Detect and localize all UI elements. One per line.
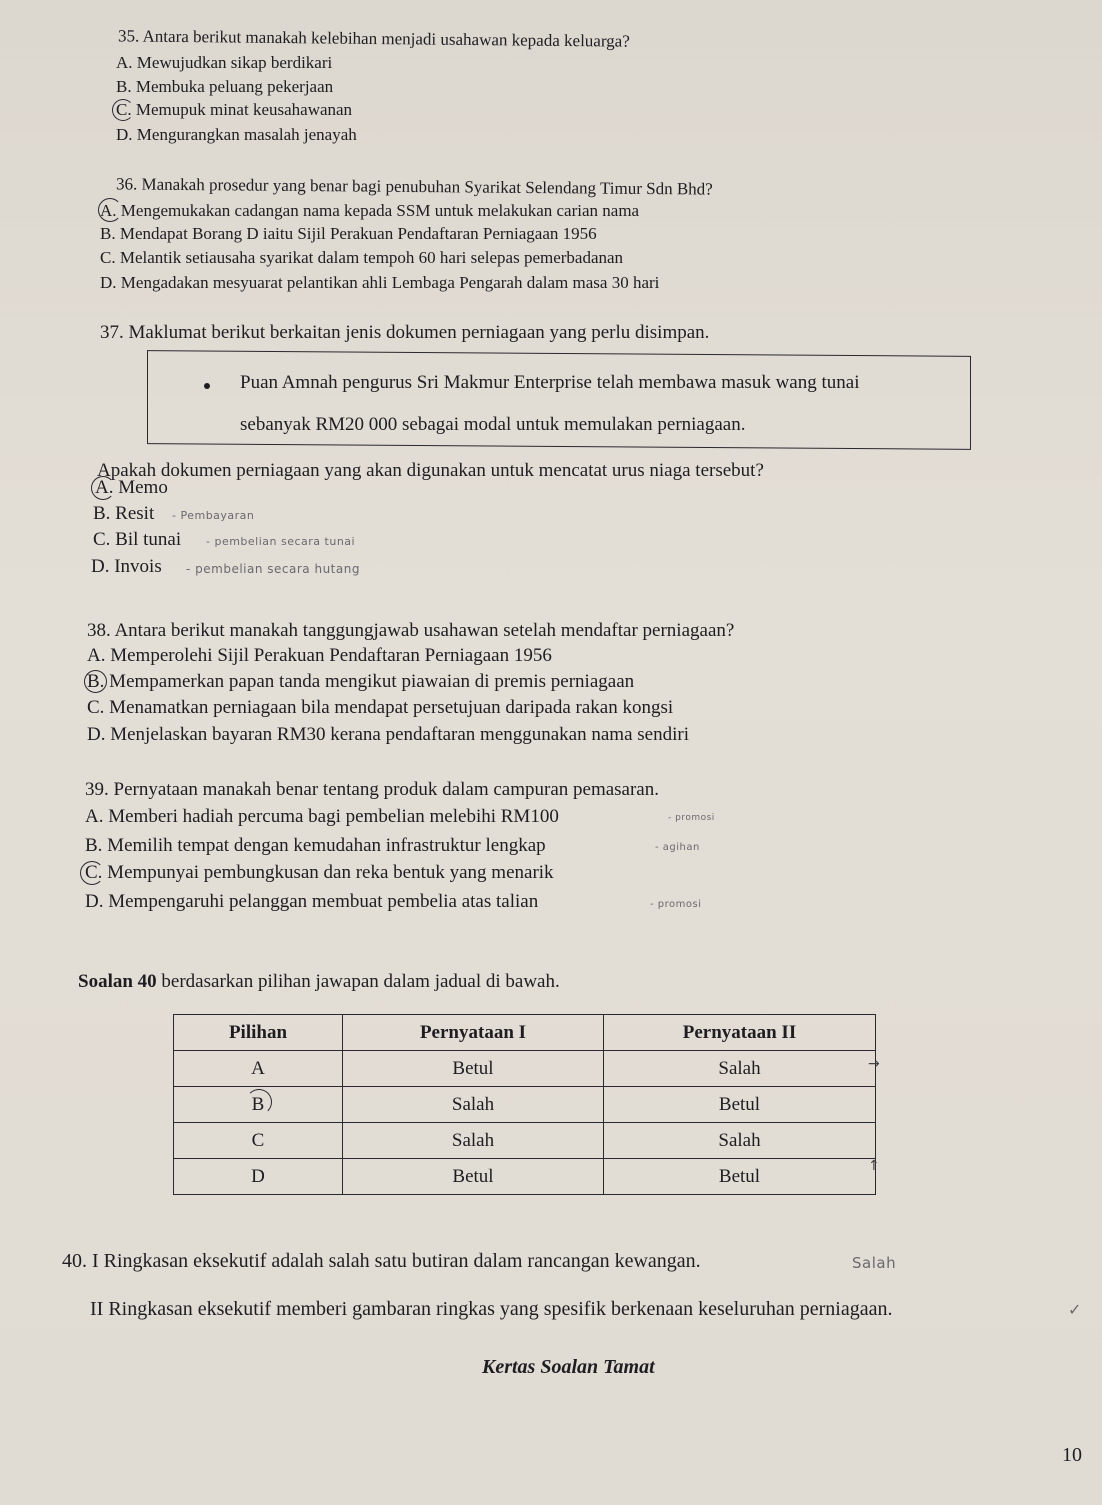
table-header-row [174, 1015, 876, 1051]
cell-pernyataan-1: Betul [343, 1051, 604, 1087]
answer-choice-table [173, 1014, 876, 1195]
q39-note-a: - promosi [668, 813, 715, 823]
q38-stem: 38. Antara berikut manakah tanggungjawab usahawan setelah mendaftar perniagaan? [87, 620, 735, 641]
hand-mark-row-a: → [868, 1056, 880, 1072]
q37-bullet [204, 383, 210, 389]
q40-note-1: Salah [852, 1254, 897, 1272]
q35-option-d: D. Mengurangkan masalah jenayah [116, 125, 357, 144]
table-row [174, 1087, 876, 1123]
q38-option-c: C. Menamatkan perniagaan bila mendapat persetujuan daripada rakan kongsi [87, 697, 674, 718]
hand-mark-row-d: ↑ [868, 1158, 880, 1174]
q37-option-a: A. Memo [95, 477, 168, 498]
q39-note-b: - agihan [655, 842, 700, 853]
cell-pernyataan-2: Betul [604, 1087, 876, 1123]
q35-option-a: A. Mewujudkan sikap berdikari [116, 53, 333, 72]
q36-option-b: B. Mendapat Borang D iaitu Sijil Perakuan Pendaftaran Perniagaan 1956 [100, 224, 597, 243]
cell-pilihan: C [174, 1123, 343, 1159]
q35-option-c: C. Memupuk minat keusahawanan [116, 100, 353, 119]
cell-pernyataan-2: Salah [604, 1123, 876, 1159]
table-row [174, 1159, 876, 1195]
answer-circle-q38 [84, 670, 107, 693]
cell-pilihan: D [174, 1159, 343, 1195]
q35-stem: 35. Antara berikut manakah kelebihan menjadi usahawan kepada keluarga? [117, 26, 630, 51]
q39-option-a: A. Memberi hadiah percuma bagi pembelian melebihi RM100 [85, 806, 559, 827]
q37-box-line-2: sebanyak RM20 000 sebagai modal untuk memulakan perniagaan. [240, 414, 746, 435]
q37-option-c: C. Bil tunai [93, 529, 182, 550]
answer-circle-q35 [112, 99, 134, 121]
q40-statement-1: 40. I Ringkasan eksekutif adalah salah satu butiran dalam rancangan kewangan. [62, 1250, 701, 1272]
q40-intro-text: berdasarkan pilihan jawapan dalam jadual di bawah. [156, 971, 560, 992]
end-of-paper: Kertas Soalan Tamat [482, 1356, 655, 1378]
answer-circle-table-b [246, 1089, 272, 1115]
cell-pernyataan-2: Salah [604, 1051, 876, 1087]
q37-box-line-1: Puan Amnah pengurus Sri Makmur Enterprise telah membawa masuk wang tunai [240, 372, 860, 393]
q39-option-c: C. Mempunyai pembungkusan dan reka bentuk yang menarik [85, 862, 554, 883]
q37-option-d: D. Invois [91, 556, 162, 577]
cell-pilihan: A [174, 1051, 343, 1087]
page-number: 10 [1062, 1444, 1082, 1466]
answer-circle-q36 [98, 198, 122, 222]
q37-option-b: B. Resit [93, 503, 155, 524]
q39-option-b: B. Memilih tempat dengan kemudahan infrastruktur lengkap [85, 835, 546, 856]
cell-pernyataan-1: Betul [343, 1159, 604, 1195]
q38-option-a: A. Memperolehi Sijil Perakuan Pendaftaran Perniagaan 1956 [87, 645, 552, 666]
cell-pernyataan-2: Betul [604, 1159, 876, 1195]
cell-pernyataan-1: Salah [343, 1123, 604, 1159]
q37-note-b: - Pembayaran [172, 509, 255, 522]
q36-option-d: D. Mengadakan mesyuarat pelantikan ahli Lembaga Pengarah dalam masa 30 hari [100, 273, 660, 292]
cell-pernyataan-1: Salah [343, 1087, 604, 1123]
q39-stem: 39. Pernyataan manakah benar tentang produk dalam campuran pemasaran. [85, 779, 659, 800]
header-pernyataan-1: Pernyataan I [343, 1015, 604, 1051]
q37-note-c: - pembelian secara tunai [206, 535, 356, 548]
q38-option-b: B. Mempamerkan papan tanda mengikut piawaian di premis perniagaan [87, 671, 635, 692]
q39-note-d: - promosi [650, 899, 702, 910]
table-row [174, 1051, 876, 1087]
q37-question: Apakah dokumen perniagaan yang akan digunakan untuk mencatat urus niaga tersebut? [97, 460, 764, 481]
q37-note-d: - pembelian secara hutang [186, 562, 360, 576]
answer-circle-q37 [91, 476, 115, 500]
table-row [174, 1123, 876, 1159]
header-pilihan: Pilihan [174, 1015, 343, 1051]
q40-intro-bold: Soalan 40 [78, 971, 157, 992]
q36-stem: 36. Manakah prosedur yang benar bagi penubuhan Syarikat Selendang Timur Sdn Bhd? [115, 174, 713, 199]
q40-intro [78, 971, 560, 993]
q35-option-b: B. Membuka peluang pekerjaan [116, 77, 334, 96]
q37-stem: 37. Maklumat berikut berkaitan jenis dokumen perniagaan yang perlu disimpan. [100, 322, 710, 343]
cell-pilihan: B [174, 1087, 343, 1123]
q40-note-2: ✓ [1068, 1300, 1082, 1319]
q36-option-a: A. Mengemukakan cadangan nama kepada SSM untuk melakukan carian nama [100, 201, 640, 220]
q36-option-c: C. Melantik setiausaha syarikat dalam tempoh 60 hari selepas pemerbadanan [100, 248, 624, 267]
q39-option-d: D. Mempengaruhi pelanggan membuat pembelia atas talian [85, 891, 539, 912]
header-pernyataan-2: Pernyataan II [604, 1015, 876, 1051]
q40-statement-2: II Ringkasan eksekutif memberi gambaran ringkas yang spesifik berkenaan keseluruhan perniagaan. [90, 1298, 893, 1320]
answer-circle-q39 [80, 861, 104, 885]
q38-option-d: D. Menjelaskan bayaran RM30 kerana pendaftaran menggunakan nama sendiri [87, 724, 689, 745]
